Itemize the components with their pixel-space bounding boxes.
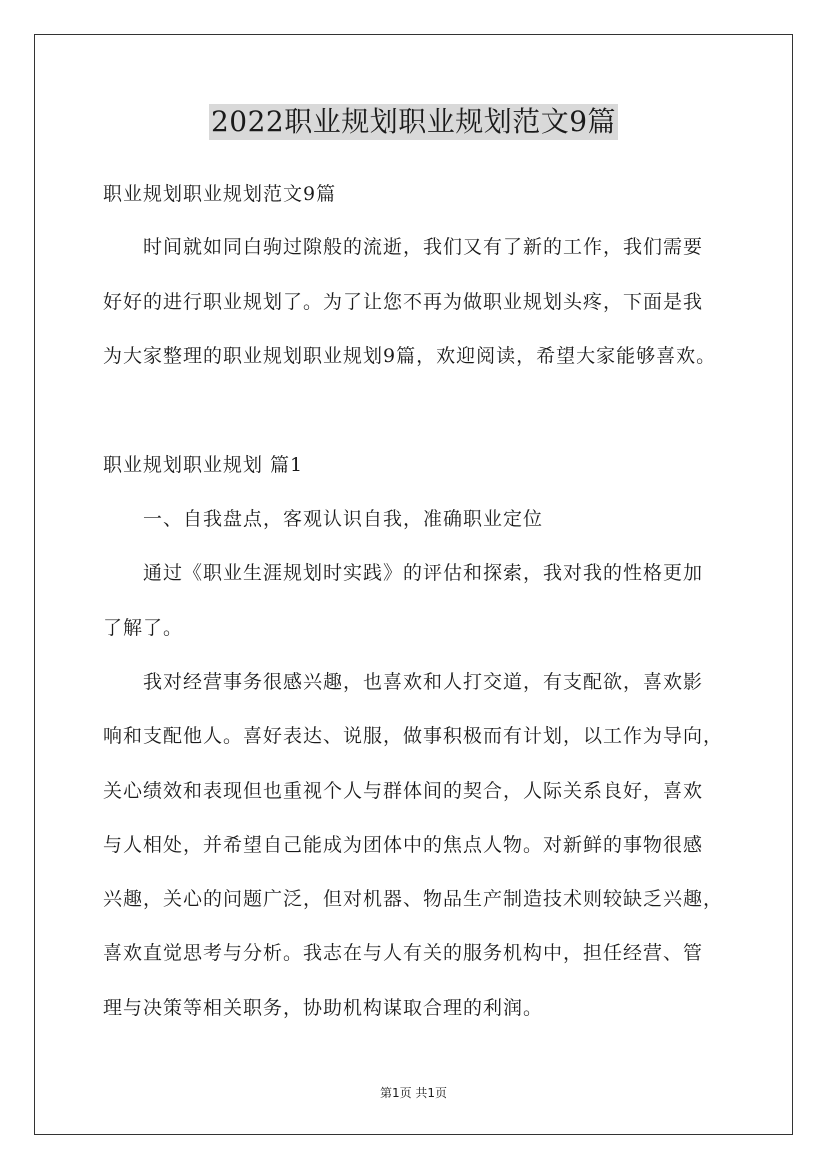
para2-line-7: 理与决策等相关职务，协助机构谋取合理的利润。 xyxy=(103,997,544,1019)
intro-line-2: 好好的进行职业规划了。为了让您不再为做职业规划头疼，下面是我 xyxy=(103,291,704,313)
subtitle: 职业规划职业规划范文9篇 xyxy=(103,183,337,205)
page-number-footer: 第1页 共1页 xyxy=(379,1086,448,1100)
para2-line-5: 兴趣，关心的问题广泛，但对机器、物品生产制造技术则较缺乏兴趣， xyxy=(103,888,724,910)
para2-line-1: 我对经营事务很感兴趣，也喜欢和人打交道，有支配欲，喜欢影 xyxy=(143,671,704,693)
document-title: 2022职业规划职业规划范文9篇 xyxy=(210,105,617,138)
point-one: 一、自我盘点，客观认识自我，准确职业定位 xyxy=(143,508,544,530)
para1-line-1: 通过《职业生涯规划时实践》的评估和探索，我对我的性格更加 xyxy=(143,562,704,584)
para1-line-2: 了解了。 xyxy=(103,617,184,639)
intro-line-3: 为大家整理的职业规划职业规划9篇，欢迎阅读，希望大家能够喜欢。 xyxy=(103,345,717,367)
section-heading: 职业规划职业规划 篇1 xyxy=(103,454,304,476)
para2-line-3: 关心绩效和表现但也重视个人与群体间的契合，人际关系良好，喜欢 xyxy=(103,780,704,802)
para2-line-2: 响和支配他人。喜好表达、说服，做事积极而有计划，以工作为导向， xyxy=(103,725,724,747)
para2-line-6: 喜欢直觉思考与分析。我志在与人有关的服务机构中，担任经营、管 xyxy=(103,942,704,964)
intro-line-1: 时间就如同白驹过隙般的流逝，我们又有了新的工作，我们需要 xyxy=(143,236,704,258)
title-container xyxy=(0,104,827,140)
para2-line-4: 与人相处，并希望自己能成为团体中的焦点人物。对新鲜的事物很感 xyxy=(103,834,704,856)
